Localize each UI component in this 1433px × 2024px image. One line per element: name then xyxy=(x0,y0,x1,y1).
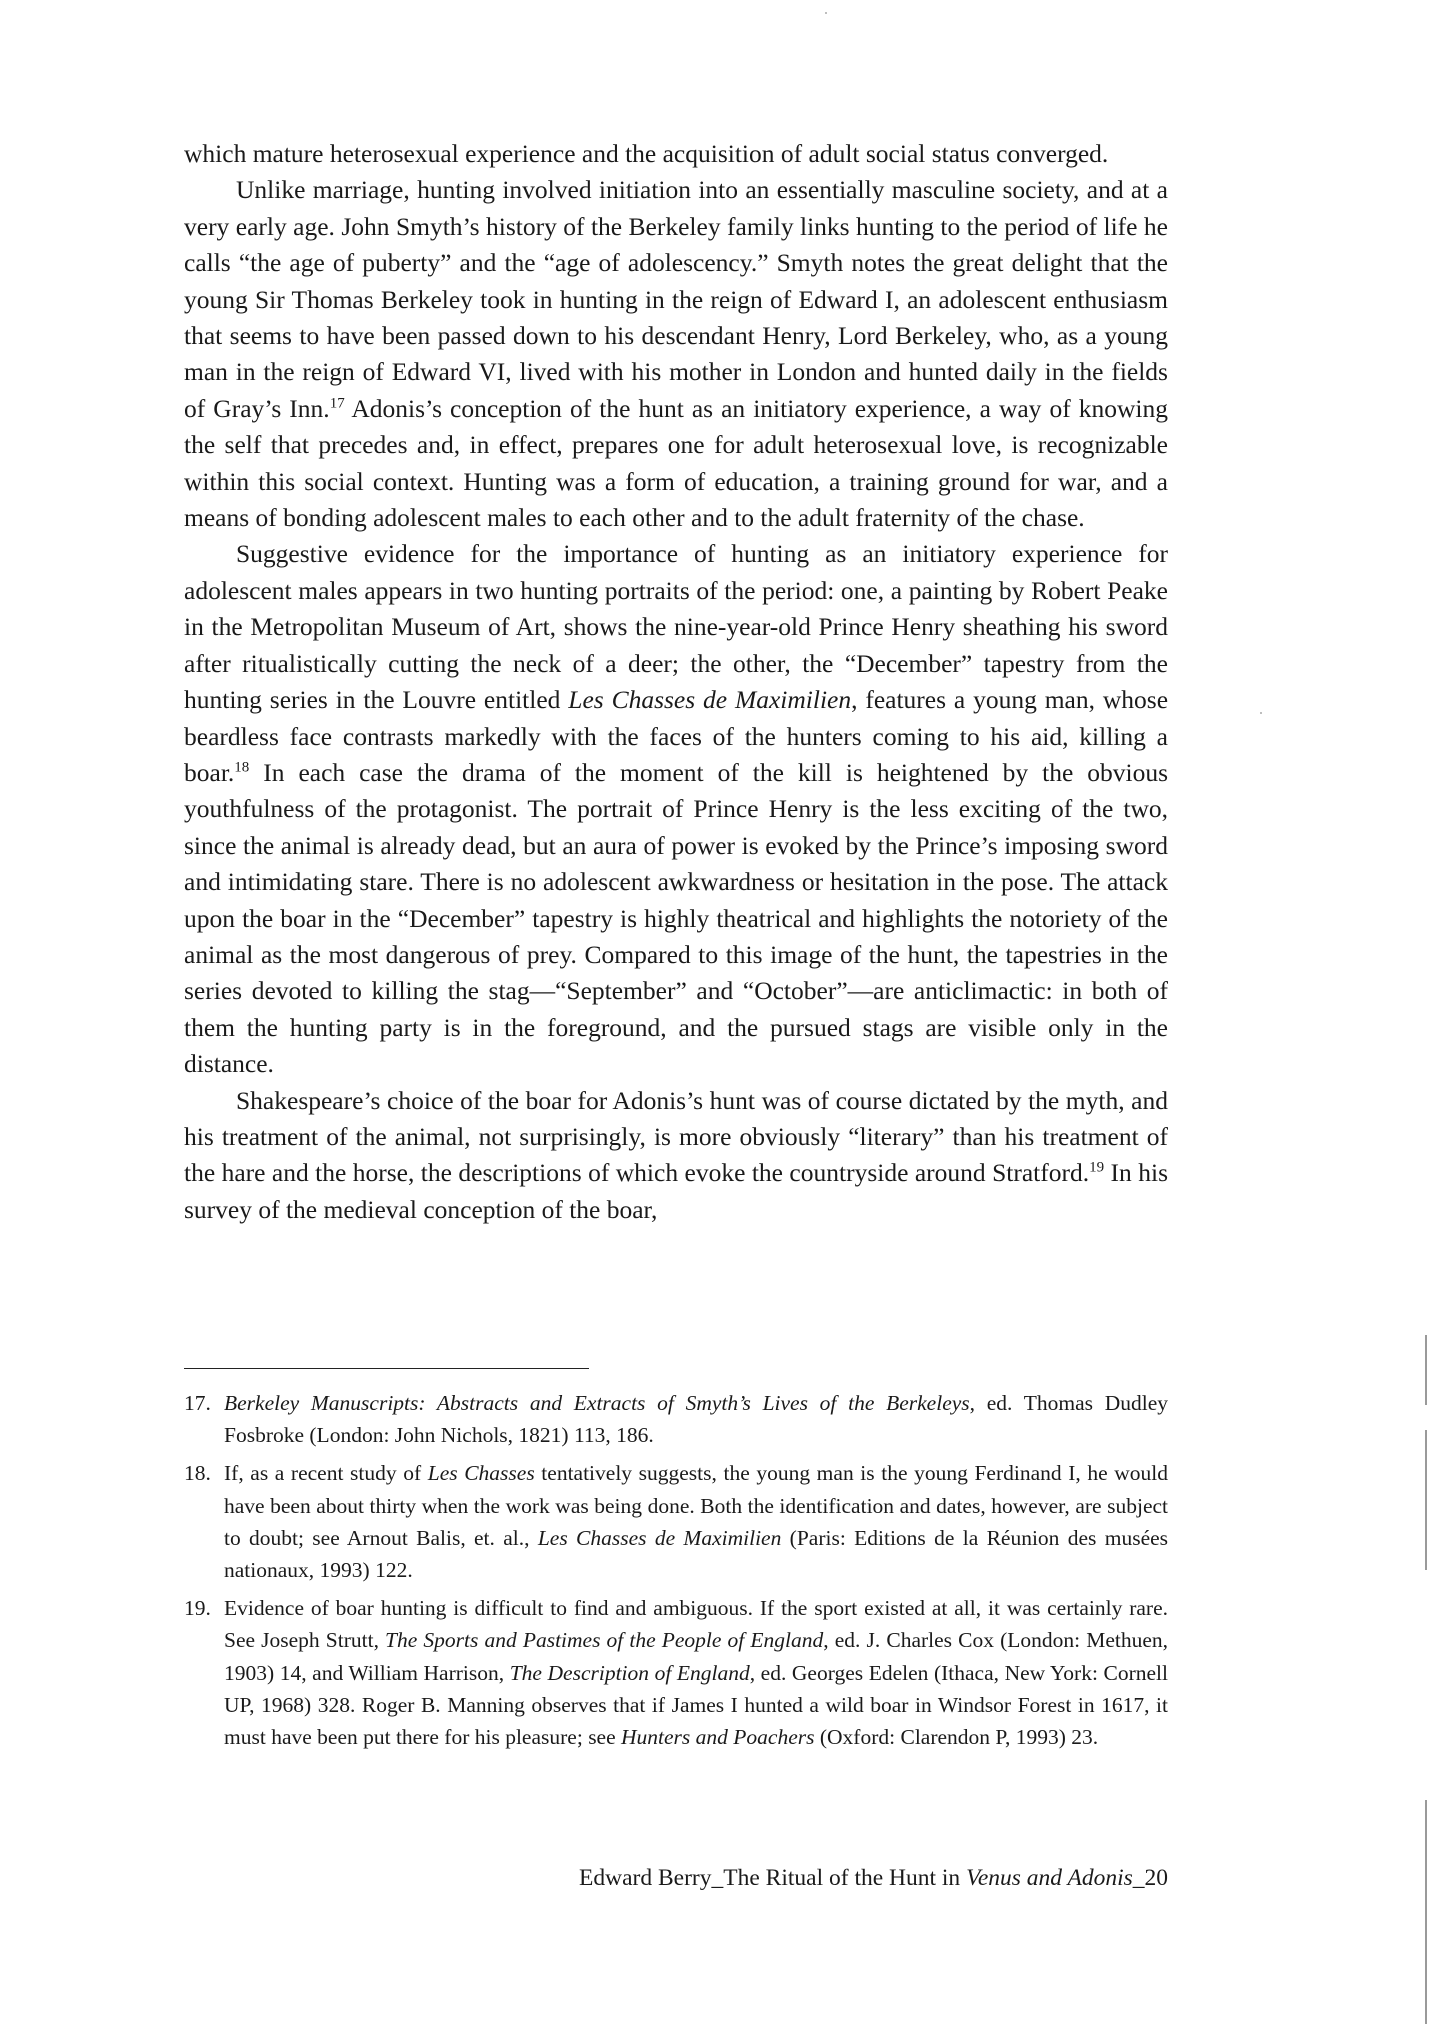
footnote-title: Les Chasses de Maximilien xyxy=(537,1525,782,1550)
paragraph-1 xyxy=(184,136,1168,172)
paragraph-2-text-a: Unlike marriage, hunting involved initiation into an essentially masculine society, and at a very early age. John Smyth’s history of the Berkeley family links hunting to the period of life he calls “the age of puberty” and the “age of adolescency.” Smyth notes the great delight that the young Sir Thomas Berkeley took in hunting in the reign of Edward I, an adolescent enthusiasm that seems to have been passed down to his descendant Henry, Lord Berkeley, who, as a young man in the reign of Edward VI, lived with his mother in London and hunted daily in the fields of Gray’s Inn. xyxy=(184,175,1168,423)
scan-edge-mark xyxy=(1425,1430,1427,1570)
footnote-title: The Description of England xyxy=(509,1660,750,1685)
footnote-title: Les Chasses xyxy=(427,1461,535,1486)
paragraph-1-text: which mature heterosexual experience and the acquisition of adult social status converged. xyxy=(184,139,1109,168)
paragraph-3-text-c: In each case the drama of the moment of the kill is heightened by the obvious youthfulness of the protagonist. The portrait of Prince Henry is the less exciting of the two, since the animal is already dead, but an aura of power is evoked by the Prince’s imposing sword and intimidating stare. There is no adolescent awkwardness or hesitation in the pose. The attack upon the boar in the “December” tapestry is highly theatrical and highlights the notoriety of the animal as the most dangerous of prey. Compared to this image of the hunt, the tapestries in the series devoted to killing the stag—“September” and “October”—are anticlimactic: in both of them the hunting party is in the foreground, and the pursued stags are visible only in the distance. xyxy=(184,757,1168,1079)
running-footer xyxy=(579,1863,1168,1893)
paragraph-2 xyxy=(184,172,1168,536)
footnote-text xyxy=(224,1387,1168,1451)
paragraph-3-text-b: , features a young man, whose beardless face contrasts markedly with the faces of the hunters coming to his aid, killing a boar. xyxy=(184,685,1169,787)
footnote-number: 17. xyxy=(184,1391,211,1415)
footnote-title: Berkeley Manuscripts: Abstracts and Extracts of Smyth’s Lives of the Berkeleys xyxy=(224,1391,970,1415)
scan-edge-mark xyxy=(1425,1335,1427,1405)
footnote-title: Hunters and Poachers xyxy=(621,1725,815,1750)
paragraph-3-title: Les Chasses de Maximilien xyxy=(568,685,852,715)
footnote-text-part: , ed. J. Charles Cox (London: Methuen, 1903) 14, and William Harrison, xyxy=(224,1628,1168,1685)
paragraph-4-text-a: Shakespeare’s choice of the boar for Adonis’s hunt was of course dictated by the myth, and his treatment of the animal, not surprisingly, is more obviously “literary” than his treatment of the hare and the horse, the descriptions of which evoke the countryside around Stratford. xyxy=(184,1085,1168,1188)
footnote-text-part: (Oxford: Clarendon P, 1993) 23. xyxy=(814,1725,1099,1750)
footnote-text-part: Evidence of boar hunting is difficult to find and ambiguous. If the sport existed at all, it was certainly rare. See Joseph Strutt, xyxy=(224,1596,1168,1653)
footnote-number: 19. xyxy=(184,1596,211,1621)
footnote-number: 18. xyxy=(184,1461,211,1486)
paragraph-4 xyxy=(184,1083,1168,1229)
footnote-text-part: , ed. Georges Edelen (Ithaca, New York: Cornell UP, 1968) 328. Roger B. Manning observes that if James I hunted a wild boar in Windsor Forest in 1617, it must have been put there for his pleasure; see xyxy=(224,1660,1168,1750)
footnote-ref-19[interactable]: 19 xyxy=(1089,1159,1105,1176)
scan-speck xyxy=(825,12,827,14)
paragraph-3 xyxy=(184,536,1168,1082)
footnote-separator xyxy=(184,1368,589,1369)
footnote-text xyxy=(224,1457,1168,1586)
footnote-ref-18[interactable]: 18 xyxy=(234,759,250,776)
footnote-text-part: , ed. Thomas Dudley Fosbroke (London: John Nichols, 1821) 113, 186. xyxy=(224,1391,1169,1448)
footnote-text-part: If, as a recent study of xyxy=(224,1461,428,1486)
footnote-text xyxy=(224,1592,1168,1753)
footnote-title: The Sports and Pastimes of the People of England xyxy=(385,1628,824,1653)
body-text xyxy=(184,136,1168,1228)
paragraph-2-text-b: Adonis’s conception of the hunt as an initiatory experience, a way of knowing the self that precedes and, in effect, prepares one for adult heterosexual love, is recognizable within this social context. Hunting was a form of education, a training ground for war, and a means of bonding adolescent males to each other and to the adult fraternity of the chase. xyxy=(184,393,1168,533)
running-footer-title: Venus and Adonis xyxy=(966,1865,1133,1891)
running-footer-prefix: Edward Berry_The Ritual of the Hunt in xyxy=(579,1865,967,1891)
scan-speck xyxy=(1260,712,1262,714)
footnote-ref-17[interactable]: 17 xyxy=(329,395,345,412)
running-footer-page: _20 xyxy=(1132,1865,1168,1891)
footnote-17 xyxy=(184,1387,1168,1451)
footnote-19 xyxy=(184,1592,1168,1753)
footnote-text-part: tentatively suggests, the young man is the young Ferdinand I, he would have been about thirty when the work was being done. Both the identification and dates, however, are subject to doubt; see Arnout Balis, et. al., xyxy=(224,1461,1168,1550)
paragraph-4-text-b: In his survey of the medieval conception of the boar, xyxy=(184,1158,1168,1224)
footnote-18 xyxy=(184,1457,1168,1586)
footnotes xyxy=(184,1387,1168,1759)
footnote-text-part: (Paris: Editions de la Réunion des musées nationaux, 1993) 122. xyxy=(224,1525,1169,1583)
scan-edge-mark xyxy=(1425,1800,1427,2024)
paragraph-3-text-a: Suggestive evidence for the importance of hunting as an initiatory experience for adolescent males appears in two hunting portraits of the period: one, a painting by Robert Peake in the Metropolitan Museum of Art, shows the nine-year-old Prince Henry sheathing his sword after ritualistically cutting the neck of a deer; the other, the “December” tapestry from the hunting series in the Louvre entitled xyxy=(184,539,1168,715)
